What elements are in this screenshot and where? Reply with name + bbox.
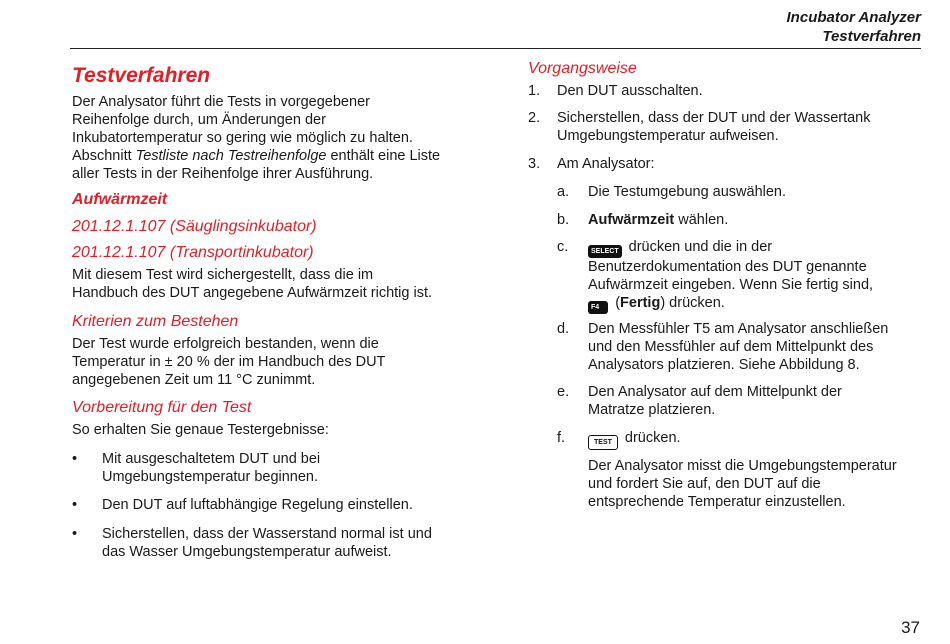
bullet-marker: • bbox=[72, 451, 78, 467]
substep-letter: b. bbox=[557, 212, 570, 228]
step-number: 2. bbox=[528, 110, 541, 126]
substep-letter: a. bbox=[557, 184, 570, 200]
step-number: 3. bbox=[528, 156, 541, 172]
text-line: Benutzerdokumentation des DUT genannte bbox=[588, 259, 867, 275]
standard-ref-2: 201.12.1.107 (Transportinkubator) bbox=[72, 244, 314, 261]
substep-letter: d. bbox=[557, 321, 570, 337]
test-key-icon: TEST bbox=[588, 435, 618, 450]
text-line: entsprechende Temperatur einzustellen. bbox=[588, 494, 846, 510]
text-line: Den Messfühler T5 am Analysator anschließen bbox=[588, 321, 889, 337]
intro-line-ref: Abschnitt Testliste nach Testreihenfolge enthält eine Liste bbox=[72, 148, 441, 164]
text-line: und den Messfühler auf dem Mittelpunkt des bbox=[588, 339, 874, 355]
header-title: Incubator Analyzer bbox=[786, 9, 921, 26]
criteria-description bbox=[72, 335, 385, 389]
header-rule bbox=[70, 48, 921, 49]
text-line: Der Analysator misst die Umgebungstemperatur bbox=[588, 458, 897, 474]
text-line: Mit diesem Test wird sichergestellt, dass die im bbox=[72, 267, 374, 283]
intro-paragraph bbox=[72, 93, 440, 183]
text-line: Mit ausgeschaltetem DUT und bei bbox=[102, 451, 321, 467]
text-line: Die Testumgebung auswählen. bbox=[588, 184, 787, 200]
text-line: SELECT drücken und die in der bbox=[588, 238, 928, 258]
text-line: Den Analysator auf dem Mittelpunkt der bbox=[588, 384, 842, 400]
result-paragraph bbox=[588, 457, 928, 511]
text-line: angegebenen Zeit um 11 °C zunimmt. bbox=[72, 372, 316, 388]
text-line: Temperatur in ± 20 % der im Handbuch des DUT bbox=[72, 354, 386, 370]
bullet-marker: • bbox=[72, 497, 78, 513]
text-line: Umgebungstemperatur aufweisen. bbox=[557, 128, 779, 144]
text-line: Handbuch des DUT angegebene Aufwärmzeit richtig ist. bbox=[72, 285, 433, 301]
softkey-label: Fertig bbox=[620, 295, 661, 311]
text-line: Analysators platzieren. Siehe Abbildung 8. bbox=[588, 357, 860, 373]
procedure-heading: Vorgangsweise bbox=[528, 60, 637, 77]
text-line: Den DUT auf luftabhängige Regelung einstellen. bbox=[102, 497, 413, 513]
intro-line: Der Analysator führt die Tests in vorgegebener bbox=[72, 94, 370, 110]
substep-letter: e. bbox=[557, 384, 570, 400]
select-key-icon: SELECT bbox=[588, 245, 622, 258]
header-subtitle: Testverfahren bbox=[822, 28, 921, 45]
warmup-heading: Aufwärmzeit bbox=[72, 191, 168, 208]
standard-ref-1: 201.12.1.107 (Säuglingsinkubator) bbox=[72, 218, 317, 235]
text-line: Sicherstellen, dass der DUT und der Wassertank bbox=[557, 110, 871, 126]
text-line: Den DUT ausschalten. bbox=[557, 83, 703, 99]
text-line: Umgebungstemperatur beginnen. bbox=[102, 469, 319, 485]
intro-line: Inkubatortemperatur so gering wie möglich zu halten. bbox=[72, 130, 413, 146]
option-name: Aufwärmzeit bbox=[588, 212, 675, 228]
criteria-heading: Kriterien zum Bestehen bbox=[72, 313, 239, 330]
text-line: F4 (Fertig) drücken. bbox=[588, 294, 928, 314]
bullet-marker: • bbox=[72, 526, 78, 542]
running-header bbox=[787, 8, 921, 46]
warmup-description bbox=[72, 266, 432, 302]
text-line: Am Analysator: bbox=[557, 156, 655, 172]
intro-line: aller Tests in der Reihenfolge ihrer Ausführung. bbox=[72, 166, 374, 182]
f4-key-icon: F4 bbox=[588, 301, 608, 314]
prep-heading: Vorbereitung für den Test bbox=[72, 399, 252, 416]
text-line: Matratze platzieren. bbox=[588, 402, 716, 418]
substep-letter: c. bbox=[557, 239, 569, 255]
text-line: Sicherstellen, dass der Wasserstand normal ist und bbox=[102, 526, 432, 542]
text-line: Aufwärmzeit eingeben. Wenn Sie fertig sind, bbox=[588, 277, 874, 293]
section-heading: Testverfahren bbox=[72, 64, 211, 87]
substep-letter: f. bbox=[557, 430, 566, 446]
intro-line: Reihenfolge durch, um Änderungen der bbox=[72, 112, 326, 128]
text-line: das Wasser Umgebungstemperatur aufweist. bbox=[102, 544, 392, 560]
text-line: Der Test wurde erfolgreich bestanden, wenn die bbox=[72, 336, 379, 352]
section-reference: Testliste nach Testreihenfolge bbox=[135, 148, 327, 164]
text-line: und fordert Sie auf, den DUT auf die bbox=[588, 476, 821, 492]
prep-intro: So erhalten Sie genaue Testergebnisse: bbox=[72, 422, 329, 438]
step-number: 1. bbox=[528, 83, 541, 99]
page-number: 37 bbox=[901, 618, 920, 637]
